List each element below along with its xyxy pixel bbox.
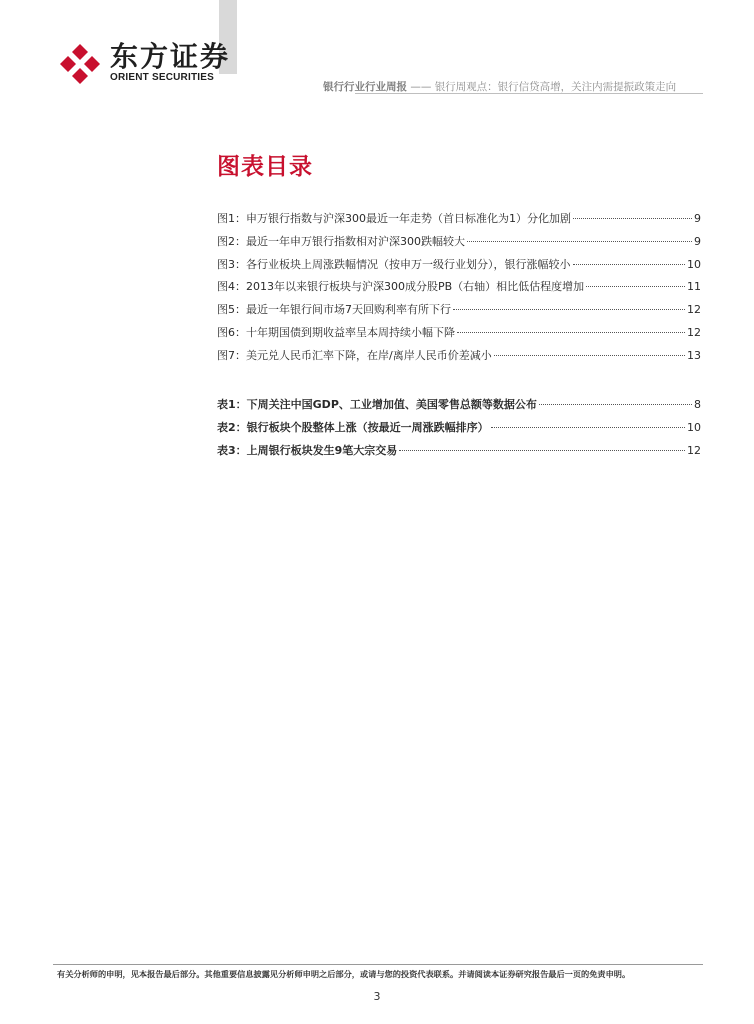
entry-label: 图5：最近一年银行间市场7天回购利率有所下行 [217, 303, 451, 317]
orient-securities-logo-icon [58, 42, 102, 86]
dot-leader [457, 332, 685, 333]
entry-label: 表1：下周关注中国GDP、工业增加值、美国零售总额等数据公布 [217, 398, 537, 411]
report-header [323, 79, 676, 94]
header-divider [355, 93, 703, 94]
dot-leader [539, 404, 692, 405]
entry-label: 表2：银行板块个股整体上涨（按最近一周涨跌幅排序） [217, 420, 489, 434]
entry-page: 9 [694, 212, 701, 225]
brand-name-en: ORIENT SECURITIES [110, 72, 214, 83]
dot-leader [573, 264, 686, 265]
entry-label: 图3：各行业板块上周涨跌幅情况（按申万一级行业划分），银行涨幅较小 [217, 257, 571, 271]
footer-divider [53, 964, 703, 965]
entry-page: 9 [694, 234, 701, 248]
entry-page: 12 [687, 303, 701, 317]
dot-leader [491, 427, 685, 428]
page-number: 3 [373, 990, 381, 1003]
entry-label: 图4：2013年以来银行板块与沪深300成分股PB（右轴）相比低估程度增加 [217, 280, 585, 294]
report-type: 银行行业行业周报 [323, 81, 407, 93]
toc-table-entry[interactable] [217, 419, 701, 442]
entry-page: 11 [687, 280, 701, 294]
entry-label: 图6：十年期国债到期收益率呈本周持续小幅下降 [217, 325, 455, 339]
entry-page: 8 [694, 398, 701, 411]
toc-figure-entry[interactable] [217, 301, 701, 324]
entry-label: 图2：最近一年申万银行指数相对沪深300跌幅较大 [217, 234, 465, 248]
dot-leader [494, 355, 685, 356]
dot-leader [586, 286, 685, 287]
entry-page: 10 [687, 420, 701, 434]
toc-figure-entry[interactable] [217, 324, 701, 347]
header-separator: —— [410, 81, 432, 93]
entry-label: 图7：美元兑人民币汇率下降，在岸/离岸人民币价差减小 [217, 348, 492, 362]
dot-leader [399, 450, 685, 451]
company-logo [58, 40, 231, 86]
dot-leader [573, 218, 692, 219]
toc-figure-entry[interactable] [217, 256, 701, 279]
entry-page: 10 [687, 257, 701, 271]
entry-page: 12 [687, 443, 701, 457]
figure-list [217, 210, 701, 370]
dot-leader [453, 309, 685, 310]
toc-figure-entry[interactable] [217, 347, 701, 370]
dot-leader [467, 241, 692, 242]
table-list [217, 396, 701, 464]
toc-table-entry[interactable] [217, 396, 701, 419]
brand-name-cn: 东方证券 [110, 40, 231, 73]
entry-label: 表3：上周银行板块发生9笔大宗交易 [217, 443, 398, 457]
toc-figure-entry[interactable] [217, 233, 701, 256]
toc-table-entry[interactable] [217, 442, 701, 465]
toc-title: 图表目录 [217, 154, 313, 180]
entry-label: 图1：申万银行指数与沪深300最近一年走势（首日标准化为1）分化加剧 [217, 212, 571, 225]
entry-page: 12 [687, 325, 701, 339]
report-subtitle: 银行周观点：银行信贷高增，关注内需提振政策走向 [434, 81, 677, 93]
footer-disclaimer: 有关分析师的申明，见本报告最后部分。其他重要信息披露见分析师申明之后部分，或请与您的投资代表联系。并请阅读本证券研究报告最后一页的免责申明。 [57, 969, 631, 979]
toc-figure-entry[interactable] [217, 278, 701, 301]
entry-page: 13 [687, 348, 701, 362]
toc-figure-entry[interactable] [217, 210, 701, 233]
